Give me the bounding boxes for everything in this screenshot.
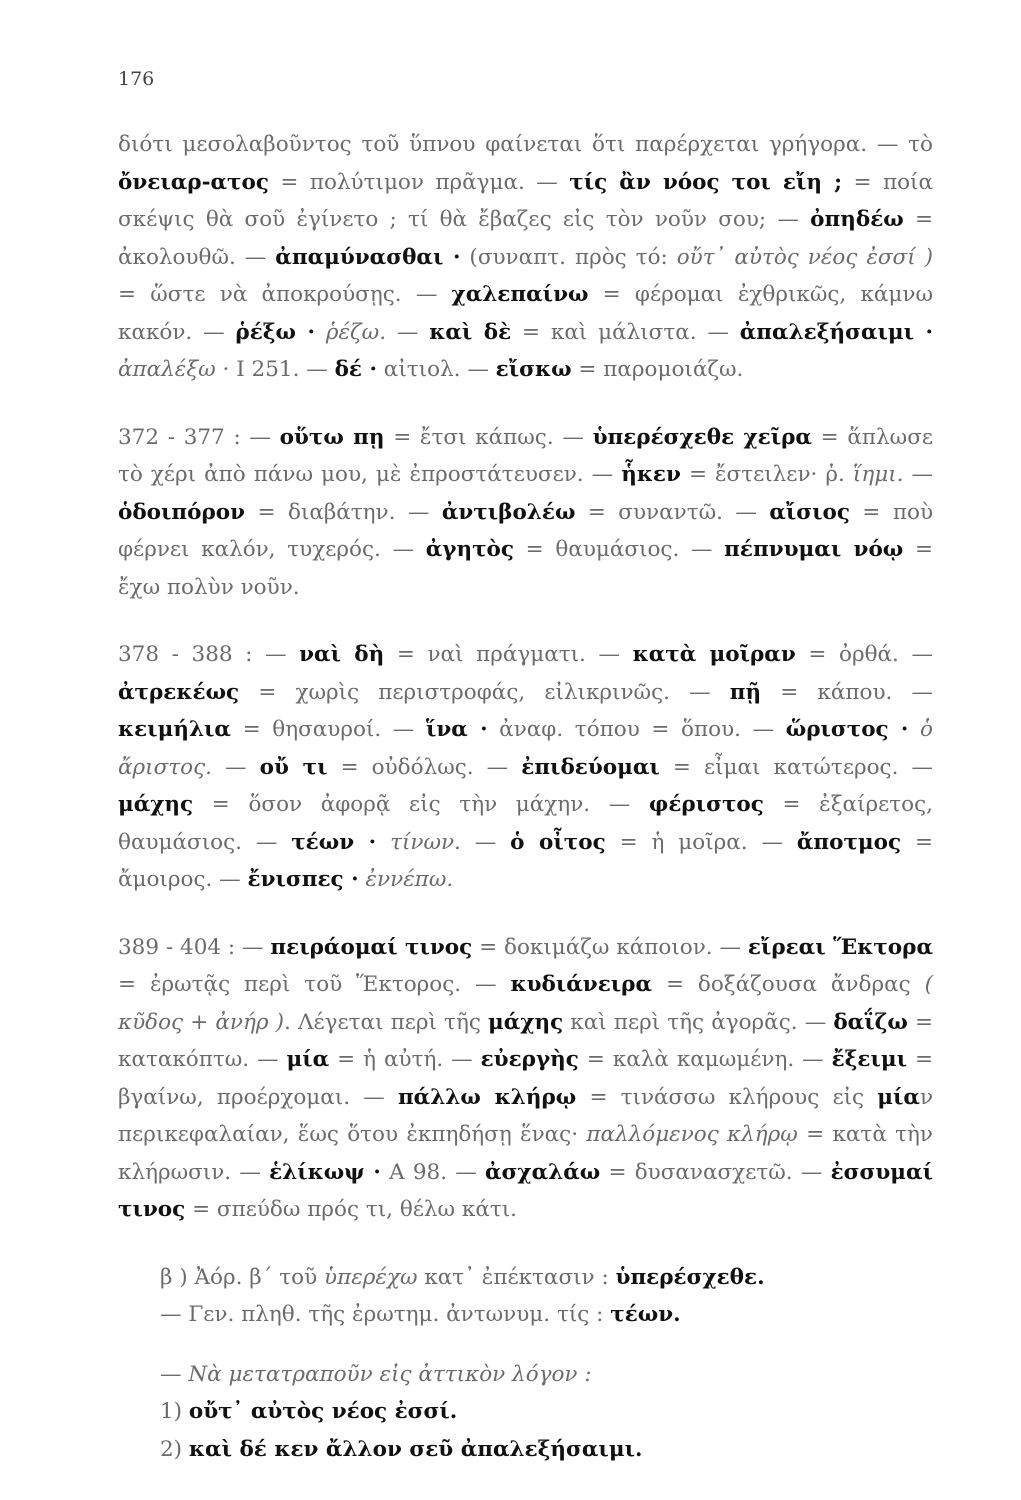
paragraph-378-388: 378 - 388 : — ναὶ δὴ = ναὶ πράγματι. — κατὰ μοῖραν = ὀρθά. — ἀτρεκέως = χωρὶς περιστροφάς, εἰλικρινῶς. — πῇ = κάπου. — κειμήλια = θησαυροί. — ἵνα · ἀναφ. τόπου = ὅπου. — ὥριστος · ὁ ἄριστος. — οὔ τι = οὐδόλως. — ἐπιδεύομαι = εἶμαι κατώτερος. — μάχης = ὅσον ἀφορᾷ εἰς τὴν μάχην. — φέριστος = ἐξαίρετος, θαυμάσιος. — τέων · τίνων. — ὁ οἶτος = ἡ μοῖρα. — ἄποτμος = ἄμοιρος. — ἔνισπες · ἐννέπω. (118, 642, 934, 892)
paragraph-389-404: 389 - 404 : — πειράομαί τινος = δοκιμάζω κάποιον. — εἴρεαι Ἕκτορα = ἐρωτᾷς περὶ τοῦ Ἕκτορος. — κυδιάνειρα = δοξάζουσα ἄνδρας ( κῦδος + ἀνήρ ). Λέγεται περὶ τῆς μάχης καὶ περὶ τῆς ἀγορᾶς. — δαΐζω = κατακόπτω. — μία = ἡ αὐτή. — εὐεργὴς = καλὰ καμωμένη. — ἔξειμι = βγαίνω, προέρχομαι. — πάλλω κλήρῳ = τινάσσω κλήρους εἰς μίαν περικεφαλαίαν, ἕως ὅτου ἐκπηδήσῃ ἕνας· παλλόμενος κλήρῳ = κατὰ τὴν κλήρωσιν. — ἑλίκωψ · Α 98. — ἀσχαλάω = δυσανασχετῶ. — ἐσσυμαί τινος = σπεύδω πρός τι, θέλω κάτι. (118, 934, 934, 1222)
exercise-heading: — Νὰ μετατραποῦν εἰς ἀττικὸν λόγον : (160, 1361, 592, 1387)
exercise-item-2: 2) καὶ δέ κεν ἄλλον σεῦ ἀπαλεξήσαιμι. (160, 1436, 643, 1462)
page-number: 176 (118, 68, 155, 90)
paragraph-372-377: 372 - 377 : — οὕτω πῃ = ἔτσι κάπως. — ὑπερέσχεθε χεῖρα = ἅπλωσε τὸ χέρι ἀπὸ πάνω μου, μὲ ἐπροστάτευσεν. — ἧκεν = ἔστειλεν· ῥ. ἵημι. — ὁδοιπόρον = διαβάτην. — ἀντιβολέω = συναντῶ. — αἴσιος = ποὺ φέρνει καλόν, τυχερός. — ἀγητὸς = θαυμάσιος. — πέπνυμαι νόῳ = ἔχω πολὺν νοῦν. (118, 424, 934, 600)
exercise-item-1: 1) οὔτ᾽ αὐτὸς νέος ἐσσί. (160, 1399, 458, 1424)
paragraph-intro: διότι μεσολαβοῦντος τοῦ ὕπνου φαίνεται ὅτι παρέρχεται γρήγορα. — τὸ ὄνειαρ-ατος = πολύτιμον πρᾶγμα. — τίς ἂν νόος τοι εἴη ; = ποία σκέψις θὰ σοῦ ἐγίνετο ; τί θὰ ἔβαζες εἰς τὸν νοῦν σου; — ὀπηδέω = ἀκολουθῶ. — ἀπαμύνασθαι · (συναπτ. πρὸς τό: οὔτ᾽ αὐτὸς νέος ἐσσί ) = ὥστε νὰ ἀποκρούσῃς. — χαλεπαίνω = φέρομαι ἐχθρικῶς, κάμνω κακόν. — ῥέξω · ῥέζω. — καὶ δὲ = καὶ μάλιστα. — ἀπαλεξήσαιμι · ἀπαλέξω · Ι 251. — δέ · αἰτιολ. — εἴσκω = παρομοιάζω. (118, 132, 934, 382)
grammar-note-genitive: — Γεν. πληθ. τῆς ἐρωτημ. ἀντωνυμ. τίς : τέων. (160, 1302, 681, 1327)
commentary-text (118, 126, 933, 1468)
grammar-note-aorist: β ) Ἀόρ. β´ τοῦ ὑπερέχω κατ᾽ ἐπέκτασιν : ὑπερέσχεθε. (160, 1264, 765, 1290)
